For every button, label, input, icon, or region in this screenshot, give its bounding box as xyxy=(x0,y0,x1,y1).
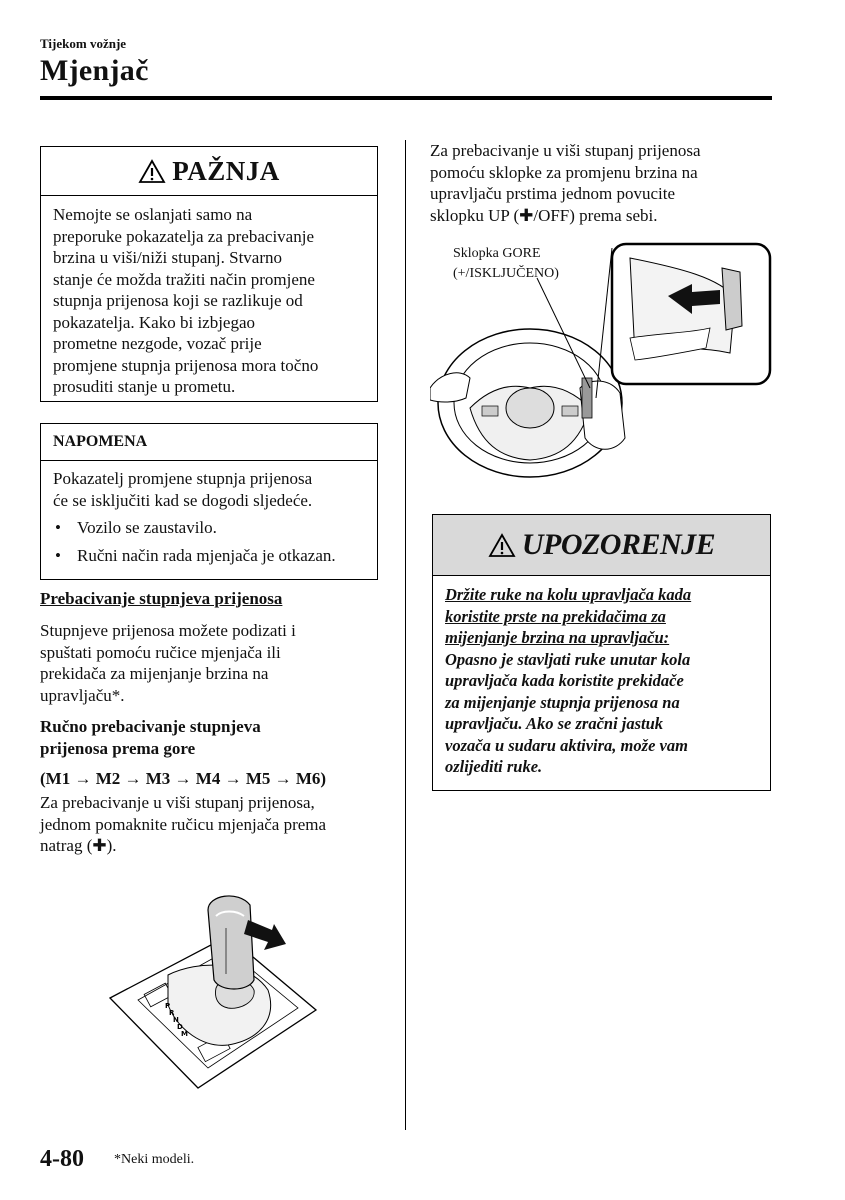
gear-gate-letter: D xyxy=(177,1023,183,1031)
note-line: će se isključiti kad se dogodi sljedeće. xyxy=(53,490,313,510)
caution-line: promjene stupnja prijenosa mora točno xyxy=(53,355,319,375)
warning-triangle-icon xyxy=(138,159,166,184)
paragraph-line: sklopku UP (✚/OFF) prema sebi. xyxy=(430,205,658,225)
warning-line: upravljača kada koristite prekidače xyxy=(445,671,684,690)
caution-line: pokazatelja. Kako bi izbjegao xyxy=(53,312,256,332)
warning-line: za mijenjanje stupnja prijenosa na xyxy=(445,692,680,712)
gear-gate-letter: R xyxy=(169,1009,175,1017)
note-line: Pokazatelj promjene stupnja prijenosa xyxy=(53,469,313,488)
bullet-dot-icon: • xyxy=(55,518,61,537)
paragraph-line: pomoću sklopke za promjenu brzina na xyxy=(430,162,698,182)
caution-heading-text: PAŽNJA xyxy=(172,155,280,186)
callout-line: (+/ISKLJUČENO) xyxy=(453,266,559,281)
paragraph-line: Za prebacivanje u viši stupanj prijenosa xyxy=(430,141,701,160)
note-bullet-text: Ručni način rada mjenjača je otkazan. xyxy=(77,545,336,565)
paragraph-line: upravljaču*. xyxy=(40,685,125,705)
caution-line: prometne nezgode, vozač prije xyxy=(53,334,262,353)
paragraph-line: Za prebacivanje u viši stupanj prijenosa, xyxy=(40,793,315,812)
page-number: 4-80 xyxy=(40,1146,84,1172)
subheading-line: Ručno prebacivanje stupnjeva xyxy=(40,717,261,736)
warning-heading-text: UPOZORENJE xyxy=(521,528,716,561)
caution-line: stupnja prijenosa koji se razlikuje od xyxy=(53,291,303,310)
footnote: *Neki modeli. xyxy=(114,1152,195,1167)
warning-line: Opasno je stavljati ruke unutar kola xyxy=(445,649,691,669)
gear-gate-letter: N xyxy=(173,1016,179,1024)
callout-up-switch xyxy=(453,244,559,284)
caution-heading xyxy=(41,147,377,196)
paragraph-line: natrag (✚). xyxy=(40,836,117,855)
caution-line: brzina u viši/niži stupanj. Stvarno xyxy=(53,248,282,267)
note-box xyxy=(40,423,378,580)
warning-line: Držite ruke na kolu upravljača kada xyxy=(445,585,692,604)
caution-line: prosuditi stanje u prometu. xyxy=(53,377,236,396)
caution-line: stanje će možda tražiti način promjene xyxy=(53,269,315,289)
warning-heading xyxy=(433,515,770,576)
note-bullet xyxy=(53,545,365,567)
caution-line: Nemojte se oslanjati samo na xyxy=(53,205,253,224)
warning-line: mijenjanje brzina na upravljaču: xyxy=(445,628,670,647)
gear-gate-letter: P xyxy=(165,1002,171,1010)
title-rule xyxy=(40,96,772,100)
section-label: Tijekom vožnje xyxy=(40,36,127,51)
warning-line: koristite prste na prekidačima za xyxy=(445,606,666,626)
paragraph-lever-upshift xyxy=(40,792,390,857)
paragraph-line: Stupnjeve prijenosa možete podizati i xyxy=(40,621,296,640)
note-bullet xyxy=(53,517,365,539)
warning-line: ozlijediti ruke. xyxy=(445,757,543,776)
subheading-line: prijenosa prema gore xyxy=(40,738,196,758)
caution-box xyxy=(40,146,378,402)
column-divider xyxy=(405,140,406,1130)
gear-sequence: (M1 → M2 → M3 → M4 → M5 → M6) xyxy=(40,769,327,788)
warning-text xyxy=(433,576,770,778)
shift-lever-illustration xyxy=(108,880,318,1090)
paragraph-line: upravljaču prstima jednom povucite xyxy=(430,184,676,203)
paragraph-paddle-upshift xyxy=(430,140,770,226)
paragraph-line: prekidača za mijenjanje brzina na xyxy=(40,664,269,683)
note-bullet-text: Vozilo se zaustavilo. xyxy=(77,518,217,537)
warning-line: vozača u sudaru aktivira, može vam xyxy=(445,735,688,755)
paragraph-line: jednom pomaknite ručicu mjenjača prema xyxy=(40,814,327,834)
paragraph-shifting xyxy=(40,620,385,706)
warning-line: upravljaču. Ako se zračni jastuk xyxy=(445,714,664,733)
warning-box xyxy=(432,514,771,791)
warning-triangle-icon xyxy=(488,533,516,558)
page-title: Mjenjač xyxy=(40,54,149,87)
caution-text xyxy=(41,196,377,398)
callout-line: Sklopka GORE xyxy=(453,246,541,261)
subheading-manual-upshift xyxy=(40,716,385,759)
paragraph-line: spuštati pomoću ručice mjenjača ili xyxy=(40,642,281,662)
gear-gate-letter: M xyxy=(181,1030,188,1038)
note-text xyxy=(41,461,377,566)
bullet-dot-icon: • xyxy=(55,545,61,565)
subheading-shifting: Prebacivanje stupnjeva prijenosa xyxy=(40,589,283,608)
caution-line: preporuke pokazatelja za prebacivanje xyxy=(53,226,314,246)
note-heading: NAPOMENA xyxy=(41,424,377,461)
